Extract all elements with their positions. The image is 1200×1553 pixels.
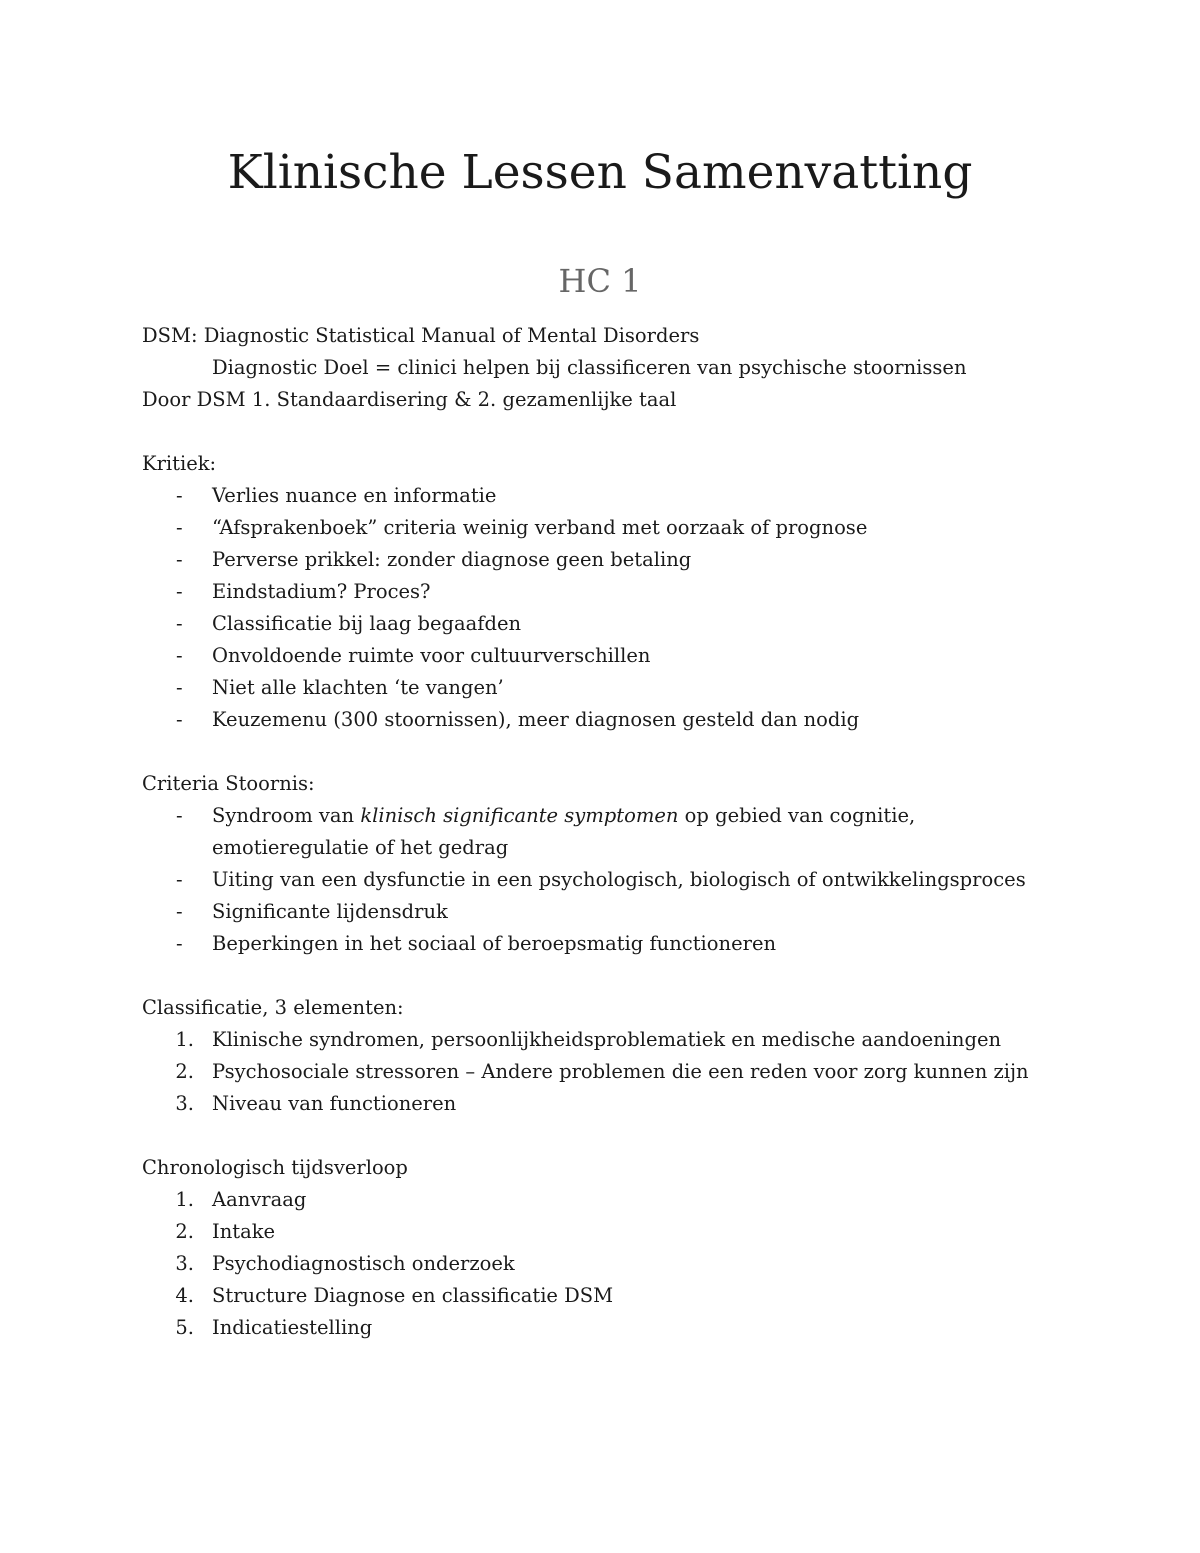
dash-bullet: - (176, 868, 183, 891)
list-item (142, 608, 1152, 640)
item-number: 4. (175, 1284, 194, 1307)
item-number: 1. (175, 1188, 194, 1211)
list-item-text: Niveau van functioneren (212, 1092, 457, 1115)
classificatie-heading: Classificatie, 3 elementen: (142, 996, 404, 1019)
numbered-item (142, 1056, 1152, 1088)
list-item-text: Intake (212, 1220, 276, 1243)
list-item-text: Onvoldoende ruimte voor cultuurverschillen (212, 644, 651, 667)
list-item (142, 896, 1152, 928)
dash-bullet: - (176, 580, 183, 603)
dash-bullet: - (176, 804, 183, 827)
item-number: 1. (175, 1028, 194, 1051)
item-number: 5. (175, 1316, 194, 1339)
list-item (142, 672, 1152, 704)
list-item (142, 480, 1152, 512)
list-item (142, 640, 1152, 672)
numbered-item (142, 1216, 1152, 1248)
list-item (142, 864, 1152, 896)
spacer (142, 1120, 1152, 1152)
list-item-text: Classificatie bij laag begaafden (212, 612, 522, 635)
list-item-text (212, 800, 942, 864)
list-item-text: Structure Diagnose en classificatie DSM (212, 1284, 614, 1307)
criteria-heading: Criteria Stoornis: (142, 772, 315, 795)
item-number: 3. (175, 1252, 194, 1275)
dash-bullet: - (176, 484, 183, 507)
spacer (142, 736, 1152, 768)
dsm-goal: Diagnostic Doel = clinici helpen bij classificeren van psychische stoornissen (212, 356, 967, 379)
list-item-text: Psychodiagnostisch onderzoek (212, 1252, 515, 1275)
list-item-text: Eindstadium? Proces? (212, 580, 431, 603)
document-body (142, 320, 1152, 1344)
text-segment: Syndroom van (212, 804, 361, 827)
list-item-text: Klinische syndromen, persoonlijkheidsproblematiek en medische aandoeningen (212, 1028, 1002, 1051)
numbered-item (142, 1312, 1152, 1344)
document-title: Klinische Lessen Samenvatting (227, 145, 973, 200)
list-item (142, 704, 1152, 736)
dash-bullet: - (176, 932, 183, 955)
list-item-text: Verlies nuance en informatie (212, 484, 497, 507)
list-item-text: Niet alle klachten ‘te vangen’ (212, 676, 504, 699)
list-item-text: Uiting van een dysfunctie in een psychologisch, biologisch of ontwikkelingsproces (212, 868, 1026, 891)
dash-bullet: - (176, 612, 183, 635)
kritiek-heading: Kritiek: (142, 452, 217, 475)
list-item-text: Keuzemenu (300 stoornissen), meer diagnosen gesteld dan nodig (212, 708, 860, 731)
dash-bullet: - (176, 516, 183, 539)
dash-bullet: - (176, 644, 183, 667)
item-number: 2. (175, 1220, 194, 1243)
classificatie-list (142, 1024, 1152, 1120)
numbered-item (142, 1248, 1152, 1280)
list-item-text: Perverse prikkel: zonder diagnose geen betaling (212, 548, 692, 571)
chronologisch-heading: Chronologisch tijdsverloop (142, 1156, 408, 1179)
list-item (142, 928, 1152, 960)
list-item (142, 544, 1152, 576)
emphasized-text: klinisch significante symptomen (360, 804, 679, 827)
item-number: 3. (175, 1092, 194, 1115)
list-item (142, 800, 1152, 864)
dash-bullet: - (176, 900, 183, 923)
list-item-text: Indicatiestelling (212, 1316, 373, 1339)
list-item-text: Beperkingen in het sociaal of beroepsmatig functioneren (212, 932, 777, 955)
list-item-text: “Afsprakenboek” criteria weinig verband met oorzaak of prognose (212, 516, 868, 539)
numbered-item (142, 1184, 1152, 1216)
list-item-text: Psychosociale stressoren – Andere problemen die een reden voor zorg kunnen zijn (212, 1060, 1029, 1083)
list-item (142, 576, 1152, 608)
criteria-list (142, 800, 1152, 960)
numbered-item (142, 1024, 1152, 1056)
chronologisch-list (142, 1184, 1152, 1344)
list-item (142, 512, 1152, 544)
numbered-item (142, 1088, 1152, 1120)
kritiek-list (142, 480, 1152, 736)
numbered-item (142, 1280, 1152, 1312)
spacer (142, 960, 1152, 992)
dash-bullet: - (176, 676, 183, 699)
text-segment: op gebied van cognitie, emotieregulatie of het gedrag (212, 804, 916, 859)
list-item-text: Significante lijdensdruk (212, 900, 448, 923)
dsm-purpose: Door DSM 1. Standaardisering & 2. gezamenlijke taal (142, 388, 677, 411)
item-number: 2. (175, 1060, 194, 1083)
list-item-text: Aanvraag (212, 1188, 307, 1211)
dash-bullet: - (176, 708, 183, 731)
section-heading-hc1: HC 1 (558, 262, 642, 300)
dash-bullet: - (176, 548, 183, 571)
spacer (142, 416, 1152, 448)
dsm-definition: DSM: Diagnostic Statistical Manual of Mental Disorders (142, 324, 700, 347)
